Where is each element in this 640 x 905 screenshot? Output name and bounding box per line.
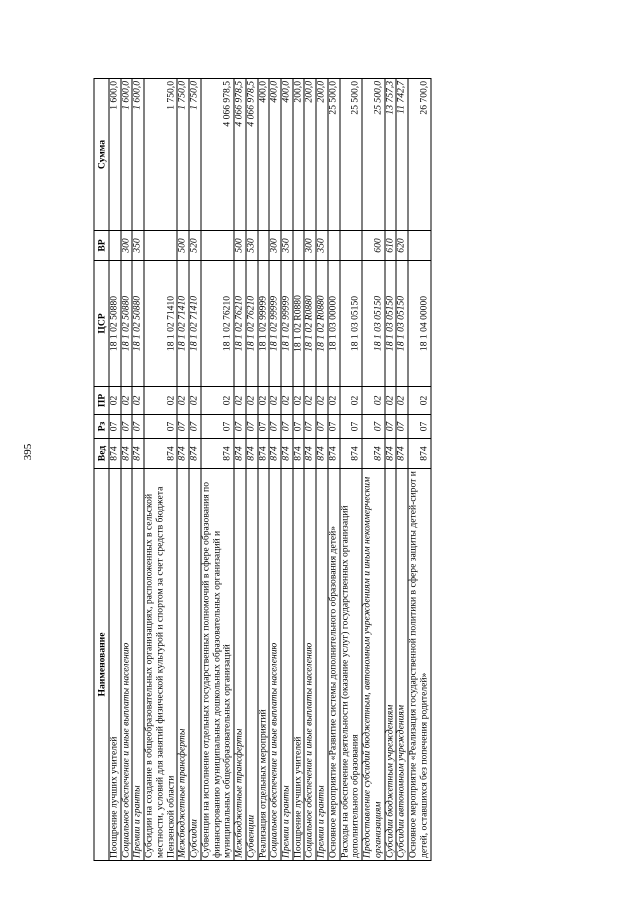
cell-sum: 1 600,0 xyxy=(109,79,121,231)
cell-pr: 02 xyxy=(144,387,177,415)
cell-ved: 874 xyxy=(340,439,362,469)
cell-csr: 18 1 02 99999 xyxy=(281,261,293,387)
cell-rz: 07 xyxy=(281,415,293,439)
table-body xyxy=(109,79,431,861)
table-row xyxy=(132,79,144,861)
cell-vr xyxy=(144,231,177,261)
table-row xyxy=(304,79,316,861)
table-row xyxy=(246,79,258,861)
table-row xyxy=(144,79,177,861)
cell-pr: 02 xyxy=(269,387,281,415)
cell-pr: 02 xyxy=(121,387,133,415)
cell-ved: 874 xyxy=(189,439,201,469)
cell-csr: 18 1 02 99999 xyxy=(269,261,281,387)
cell-csr: 18 1 02 R0880 xyxy=(293,261,305,387)
cell-vr: 500 xyxy=(234,231,246,261)
cell-vr: 300 xyxy=(269,231,281,261)
cell-sum: 1 750,0 xyxy=(189,79,201,231)
cell-rz: 07 xyxy=(121,415,133,439)
cell-pr: 02 xyxy=(234,387,246,415)
cell-ved: 874 xyxy=(362,439,384,469)
cell-sum: 25 500,0 xyxy=(340,79,362,231)
table-row xyxy=(234,79,246,861)
page-number: 395 xyxy=(22,443,34,461)
cell-ved: 874 xyxy=(258,439,270,469)
cell-csr: 18 1 03 05150 xyxy=(396,261,408,387)
cell-rz: 07 xyxy=(385,415,397,439)
cell-pr: 02 xyxy=(340,387,362,415)
cell-vr: 350 xyxy=(281,231,293,261)
cell-csr: 18 1 02 76210 xyxy=(201,261,234,387)
cell-ved: 874 xyxy=(408,439,430,469)
cell-sum: 25 500,0 xyxy=(328,79,340,231)
cell-csr: 18 1 02 50880 xyxy=(109,261,121,387)
table-row xyxy=(385,79,397,861)
cell-sum: 1 600,0 xyxy=(121,79,133,231)
cell-pr: 02 xyxy=(293,387,305,415)
cell-ved: 874 xyxy=(177,439,189,469)
cell-csr: 18 1 02 71410 xyxy=(189,261,201,387)
cell-name: Социальное обеспечение и иные выплаты населению xyxy=(121,469,133,861)
cell-rz: 07 xyxy=(304,415,316,439)
cell-name: Расходы на обеспечение деятельности (оказание услуг) государственных организаций дополнительного образования xyxy=(340,469,362,861)
cell-csr: 18 1 02 R0880 xyxy=(316,261,328,387)
cell-csr: 18 1 03 05150 xyxy=(362,261,384,387)
cell-pr: 02 xyxy=(258,387,270,415)
cell-rz: 07 xyxy=(362,415,384,439)
cell-sum: 400,0 xyxy=(269,79,281,231)
cell-rz: 07 xyxy=(258,415,270,439)
cell-rz: 07 xyxy=(316,415,328,439)
cell-sum: 26 700,0 xyxy=(408,79,430,231)
cell-csr: 18 1 02 R0880 xyxy=(304,261,316,387)
table-row xyxy=(109,79,121,861)
cell-vr: 520 xyxy=(189,231,201,261)
cell-rz: 07 xyxy=(201,415,234,439)
cell-sum: 4 066 978,5 xyxy=(234,79,246,231)
cell-name: Реализация отдельных мероприятий xyxy=(258,469,270,861)
cell-rz: 07 xyxy=(109,415,121,439)
cell-pr: 02 xyxy=(362,387,384,415)
table-row xyxy=(189,79,201,861)
cell-vr xyxy=(201,231,234,261)
cell-sum: 4 066 978,5 xyxy=(201,79,234,231)
cell-vr: 350 xyxy=(316,231,328,261)
cell-sum: 13 757,3 xyxy=(385,79,397,231)
table-row xyxy=(340,79,362,861)
cell-pr: 02 xyxy=(385,387,397,415)
table-header-row xyxy=(94,79,109,861)
cell-name: Социальное обеспечение и иные выплаты населению xyxy=(269,469,281,861)
cell-csr: 18 1 02 76210 xyxy=(246,261,258,387)
cell-ved: 874 xyxy=(304,439,316,469)
cell-csr: 18 1 03 05150 xyxy=(340,261,362,387)
cell-csr: 18 1 04 00000 xyxy=(408,261,430,387)
cell-sum: 1 600,0 xyxy=(132,79,144,231)
cell-rz: 07 xyxy=(293,415,305,439)
table-row xyxy=(328,79,340,861)
cell-pr: 02 xyxy=(316,387,328,415)
cell-name: Межбюджетные трансферты xyxy=(234,469,246,861)
cell-sum: 11 742,7 xyxy=(396,79,408,231)
cell-sum: 200,0 xyxy=(293,79,305,231)
cell-name: Премии и гранты xyxy=(132,469,144,861)
cell-sum: 400,0 xyxy=(281,79,293,231)
cell-pr: 02 xyxy=(177,387,189,415)
cell-pr: 02 xyxy=(132,387,144,415)
cell-csr: 18 1 03 05150 xyxy=(385,261,397,387)
cell-vr xyxy=(340,231,362,261)
cell-vr: 600 xyxy=(362,231,384,261)
cell-vr: 500 xyxy=(177,231,189,261)
cell-ved: 874 xyxy=(396,439,408,469)
cell-ved: 874 xyxy=(201,439,234,469)
cell-sum: 1 750,0 xyxy=(177,79,189,231)
cell-rz: 07 xyxy=(144,415,177,439)
cell-pr: 02 xyxy=(328,387,340,415)
cell-ved: 874 xyxy=(246,439,258,469)
table-row xyxy=(269,79,281,861)
cell-name: Социальное обеспечение и иные выплаты населению xyxy=(304,469,316,861)
table-row xyxy=(281,79,293,861)
cell-pr: 02 xyxy=(246,387,258,415)
cell-name: Субсидии бюджетным учреждениям xyxy=(385,469,397,861)
cell-name: Предоставление субсидий бюджетным, автономным учреждениям и иным некоммерческим организациям xyxy=(362,469,384,861)
cell-sum: 25 500,0 xyxy=(362,79,384,231)
cell-rz: 07 xyxy=(132,415,144,439)
cell-sum: 4 066 978,5 xyxy=(246,79,258,231)
cell-pr: 02 xyxy=(281,387,293,415)
cell-name: Поощрение лучших учителей xyxy=(109,469,121,861)
cell-vr: 300 xyxy=(121,231,133,261)
cell-sum: 200,0 xyxy=(304,79,316,231)
table-row xyxy=(258,79,270,861)
cell-ved: 874 xyxy=(281,439,293,469)
cell-csr: 18 1 02 76210 xyxy=(234,261,246,387)
cell-rz: 07 xyxy=(340,415,362,439)
table-row xyxy=(362,79,384,861)
cell-pr: 02 xyxy=(304,387,316,415)
cell-vr xyxy=(408,231,430,261)
header-pr: ПР xyxy=(94,387,109,415)
cell-vr: 620 xyxy=(396,231,408,261)
cell-pr: 02 xyxy=(109,387,121,415)
cell-vr xyxy=(293,231,305,261)
cell-name: Межбюджетные трансферты xyxy=(177,469,189,861)
cell-csr: 18 1 02 71410 xyxy=(177,261,189,387)
cell-name: Субвенции на исполнение отдельных государственных полномочий в сфере образования по финансированию муниципальных дошкольных образовательных организаций и муниципальных общеобразовательных организаций xyxy=(201,469,234,861)
header-csr: ЦСР xyxy=(94,261,109,387)
cell-csr: 18 1 02 71410 xyxy=(144,261,177,387)
cell-rz: 07 xyxy=(189,415,201,439)
cell-name: Премии и гранты xyxy=(281,469,293,861)
cell-pr: 02 xyxy=(201,387,234,415)
cell-name: Основное мероприятие «Развитие системы дополнительного образования детей» xyxy=(328,469,340,861)
cell-rz: 07 xyxy=(177,415,189,439)
table-row xyxy=(201,79,234,861)
cell-rz: 07 xyxy=(246,415,258,439)
cell-vr xyxy=(109,231,121,261)
cell-ved: 874 xyxy=(121,439,133,469)
cell-ved: 874 xyxy=(293,439,305,469)
cell-name: Основное мероприятие «Реализация государственной политики в сфере защиты детей-сирот и детей, оставшихся без попечения родителей» xyxy=(408,469,430,861)
cell-sum: 1 750,0 xyxy=(144,79,177,231)
table-row xyxy=(316,79,328,861)
table-row xyxy=(396,79,408,861)
cell-vr: 300 xyxy=(304,231,316,261)
cell-csr: 18 1 02 99999 xyxy=(258,261,270,387)
cell-rz: 07 xyxy=(396,415,408,439)
cell-sum: 400,0 xyxy=(258,79,270,231)
table-row xyxy=(121,79,133,861)
cell-ved: 874 xyxy=(269,439,281,469)
cell-csr: 18 1 02 50880 xyxy=(121,261,133,387)
cell-ved: 874 xyxy=(385,439,397,469)
cell-name: Субсидии на создание в общеобразовательных организациях, расположенных в сельской местности, условий для занятий физической культурой и спортом за счет средств бюджета Пензенской области xyxy=(144,469,177,861)
cell-sum: 200,0 xyxy=(316,79,328,231)
header-ved: Вед xyxy=(94,439,109,469)
cell-name: Субсидии автономным учреждениям xyxy=(396,469,408,861)
cell-name: Субвенции xyxy=(246,469,258,861)
table-row xyxy=(177,79,189,861)
table-row xyxy=(408,79,430,861)
cell-vr: 530 xyxy=(246,231,258,261)
cell-ved: 874 xyxy=(144,439,177,469)
budget-table-rotated xyxy=(94,79,613,861)
cell-rz: 07 xyxy=(269,415,281,439)
cell-name: Премии и гранты xyxy=(316,469,328,861)
cell-vr xyxy=(258,231,270,261)
cell-rz: 07 xyxy=(328,415,340,439)
cell-csr: 18 1 02 50880 xyxy=(132,261,144,387)
cell-name: Субсидии xyxy=(189,469,201,861)
cell-name: Поощрение лучших учителей xyxy=(293,469,305,861)
cell-ved: 874 xyxy=(234,439,246,469)
cell-pr: 02 xyxy=(408,387,430,415)
table-row xyxy=(293,79,305,861)
header-vr: ВР xyxy=(94,231,109,261)
cell-vr: 610 xyxy=(385,231,397,261)
cell-ved: 874 xyxy=(109,439,121,469)
header-rz: Рз xyxy=(94,415,109,439)
budget-table xyxy=(94,78,432,861)
cell-csr: 18 1 03 00000 xyxy=(328,261,340,387)
cell-rz: 07 xyxy=(234,415,246,439)
cell-vr xyxy=(328,231,340,261)
cell-pr: 02 xyxy=(189,387,201,415)
header-sum: Сумма xyxy=(94,79,109,231)
cell-ved: 874 xyxy=(316,439,328,469)
header-name: Наименование xyxy=(94,469,109,861)
cell-ved: 874 xyxy=(328,439,340,469)
cell-pr: 02 xyxy=(396,387,408,415)
cell-rz: 07 xyxy=(408,415,430,439)
cell-vr: 350 xyxy=(132,231,144,261)
cell-ved: 874 xyxy=(132,439,144,469)
